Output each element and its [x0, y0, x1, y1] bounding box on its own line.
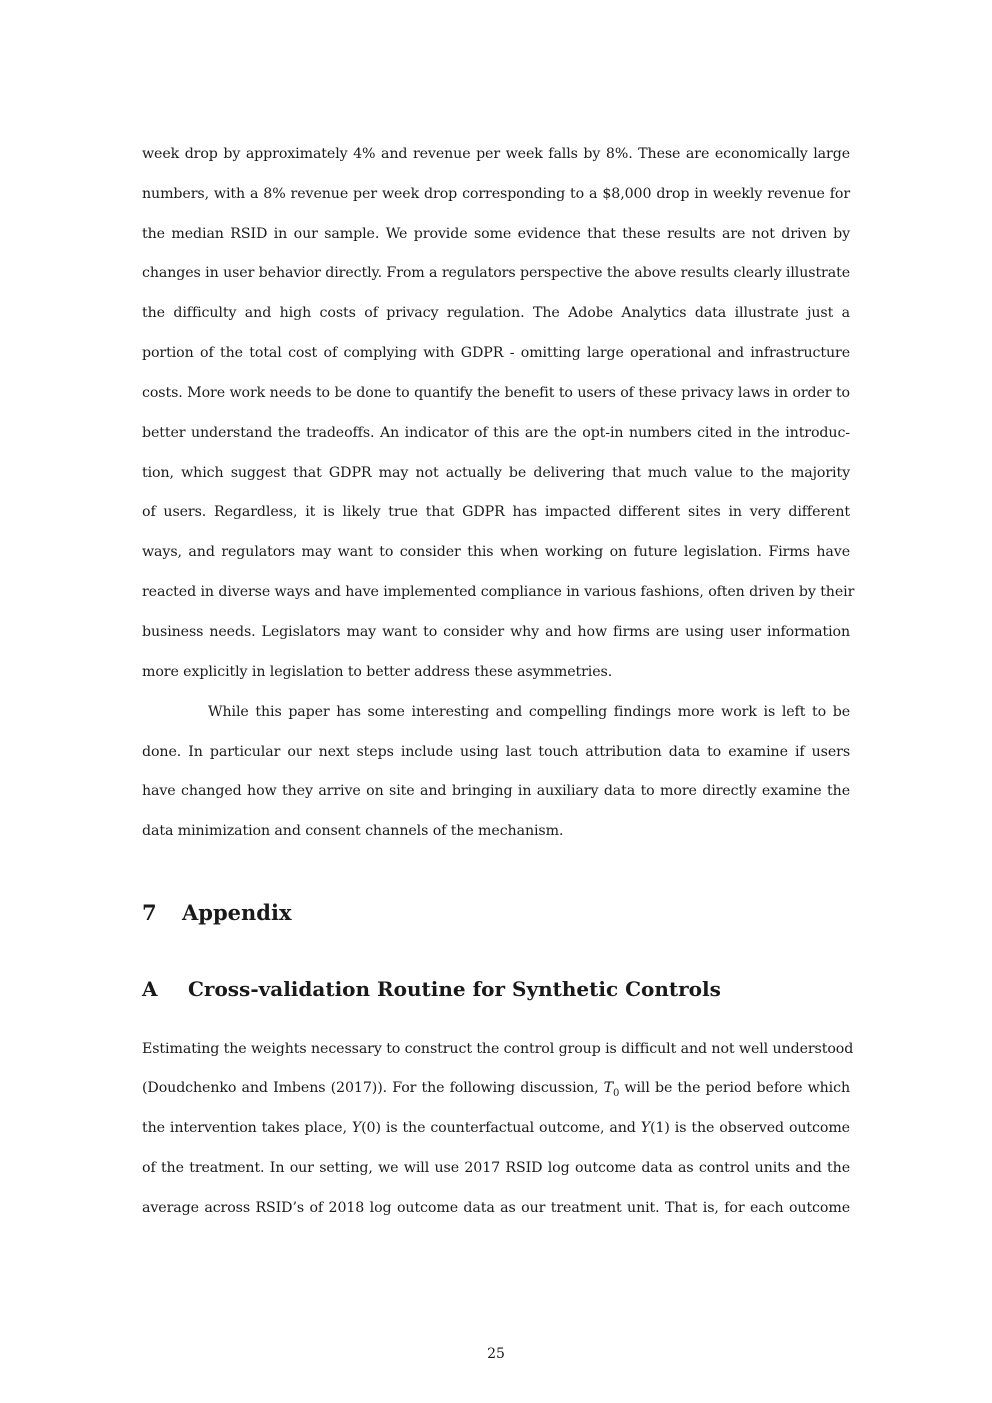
- text-line: ways, and regulators may want to consider this when working on future legislation. Firms have: [142, 544, 850, 560]
- text-line: of users. Regardless, it is likely true that GDPR has impacted different sites in very different: [142, 504, 850, 520]
- text-line: [142, 1079, 850, 1097]
- text-line: more explicitly in legislation to better address these asymmetries.: [142, 664, 613, 680]
- text-line: portion of the total cost of complying with GDPR - omitting large operational and infrastructure: [142, 345, 850, 361]
- math-subscript: 0: [612, 1087, 620, 1099]
- text-line: While this paper has some interesting and compelling findings more work is left to be: [208, 704, 850, 720]
- text-span: is the observed outcome: [669, 1120, 850, 1136]
- section-number: 7: [142, 900, 157, 925]
- text-line: changes in user behavior directly. From a regulators perspective the above results clearly illustrate: [142, 265, 850, 281]
- text-span: the intervention takes place,: [142, 1120, 352, 1136]
- math-symbol-t: T: [603, 1080, 613, 1096]
- text-line: the difficulty and high costs of privacy regulation. The Adobe Analytics data illustrate just a: [142, 305, 850, 321]
- text-line: tion, which suggest that GDPR may not actually be delivering that much value to the majority: [142, 465, 850, 481]
- text-span: is the counterfactual outcome, and: [380, 1120, 641, 1136]
- text-line: costs. More work needs to be done to quantify the benefit to users of these privacy laws in order to: [142, 385, 850, 401]
- section-title: Cross-validation Routine for Synthetic Controls: [188, 977, 721, 1001]
- text-line: done. In particular our next steps include using last touch attribution data to examine if users: [142, 744, 850, 760]
- math-symbol-y: Y: [351, 1120, 362, 1136]
- text-span: (Doudchenko and Imbens (2017)). For the following discussion,: [142, 1080, 604, 1096]
- text-line: reacted in diverse ways and have implemented compliance in various fashions, often driven by their: [142, 584, 855, 600]
- text-line: data minimization and consent channels of the mechanism.: [142, 823, 564, 839]
- text-line: numbers, with a 8% revenue per week drop corresponding to a $8,000 drop in weekly revenue for: [142, 186, 850, 202]
- section-heading-cross-validation: [142, 976, 721, 1002]
- text-line: better understand the tradeoffs. An indicator of this are the opt-in numbers cited in the introduc-: [142, 425, 850, 441]
- text-line: the median RSID in our sample. We provide some evidence that these results are not driven by: [142, 226, 850, 242]
- text-span: will be the period before which: [619, 1080, 850, 1096]
- text-line: of the treatment. In our setting, we will use 2017 RSID log outcome data as control units and the: [142, 1160, 850, 1176]
- text-line: have changed how they arrive on site and bringing in auxiliary data to more directly examine the: [142, 783, 850, 799]
- text-line: Estimating the weights necessary to construct the control group is difficult and not well understood: [142, 1041, 854, 1057]
- section-number: A: [142, 977, 158, 1001]
- section-title: Appendix: [182, 900, 292, 925]
- math-argument: (0): [361, 1120, 381, 1136]
- text-line: average across RSID’s of 2018 log outcome data as our treatment unit. That is, for each outcome: [142, 1200, 850, 1216]
- page-number: 25: [487, 1346, 505, 1362]
- text-line: business needs. Legislators may want to consider why and how firms are using user information: [142, 624, 850, 640]
- section-heading-appendix: [142, 900, 291, 926]
- text-line: week drop by approximately 4% and revenue per week falls by 8%. These are economically large: [142, 146, 850, 162]
- text-line: [142, 1119, 850, 1137]
- math-symbol-y: Y: [640, 1120, 651, 1136]
- math-argument: (1): [650, 1120, 670, 1136]
